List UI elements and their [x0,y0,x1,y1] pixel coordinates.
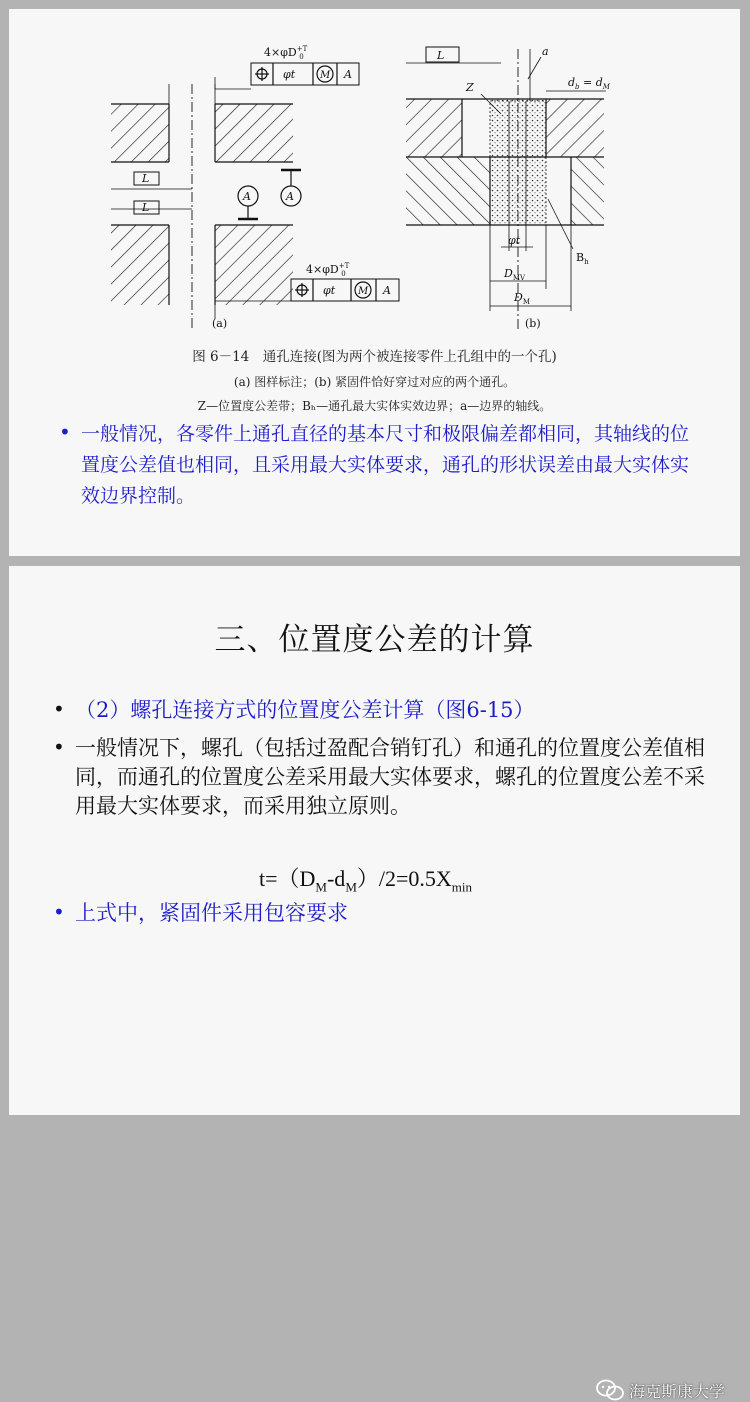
slide-title: 三、位置度公差的计算 [214,622,535,658]
bullet-text: 一般情况，各零件上通孔直径的基本尺寸和极限偏差都相同，其轴线的位置度公差值也相同，且采用最大实体要求，通孔的形状误差由最大实体实效边界控制。 [81,423,690,507]
b-fit-label: $d_b = d_M$ [568,76,610,91]
b-Z-label: Z [466,81,474,94]
bullet-text: （2）螺孔连接方式的位置度公差计算（图6-15） [75,698,535,722]
bullet-general-situation [53,734,715,821]
a-L-label-1: L [142,172,150,185]
b-a-label: a [542,45,549,58]
a-datum-circle-1: A [243,190,251,203]
a-datum-circle-2: A [286,190,294,203]
bullet-dot: • [59,420,71,444]
subfig-b-label: (b) [525,317,541,330]
b-DMV-label: $D_{MV}$ [504,267,526,282]
bullet-dot: • [53,697,65,721]
watermark-text: 海克斯康大学 [629,1381,726,1401]
a-tolerance-label: $4\times\varphi D^{+T}$ 0 [264,45,308,61]
b-Bh-label: $B_h$ [576,251,589,266]
a-mmc-symbol-2: M [358,286,369,297]
bullet-text: 上式中，紧固件采用包容要求 [75,901,348,925]
a-L-label-2: L [142,201,150,214]
figure-caption-title: 图 6－14 通孔连接(图为两个被连接零件上孔组中的一个孔) [192,349,557,365]
bullet-text: 一般情况下，螺孔（包括过盈配合销钉孔）和通孔的位置度公差值相同，而通孔的位置度公差采用最大实体要求，螺孔的位置度公差不采用最大实体要求，而采用独立原则。 [75,736,705,818]
a-phi-t-label-2: φt [323,284,336,297]
bullet-envelope [53,899,715,928]
bullet-screw-section [53,696,715,725]
bullet-dot: • [53,735,65,759]
a-tolerance-label-2: $4\times\varphi D^{+T}$ 0 [306,262,350,278]
figure-caption-line-2: Z—位置度公差带；Bₕ—通孔最大实体实效边界；a—边界的轴线。 [197,399,552,413]
a-datum-label-2: A [383,284,391,297]
slide-1 [9,9,740,556]
slide-2 [9,566,740,1401]
b-L-label: L [437,49,445,62]
formula: $t=(D_M-d_M)/2=0.5X_{min}$ [259,866,473,895]
bullet-general-case [59,419,691,512]
subfig-a-label: (a) [212,317,228,330]
b-DM-label: $D_M$ [514,291,530,306]
figure-6-14 [101,39,641,339]
a-datum-label: A [344,68,352,81]
watermark [595,1378,725,1402]
figure-caption-line-1: (a) 图样标注；(b) 紧固件恰好穿过对应的两个通孔。 [233,375,516,389]
a-mmc-symbol: M [320,70,331,81]
bullet-dot: • [53,900,65,924]
a-phi-t-label: φt [283,68,296,81]
b-phi-t-label: φt [508,234,521,247]
wechat-icon [595,1378,625,1402]
